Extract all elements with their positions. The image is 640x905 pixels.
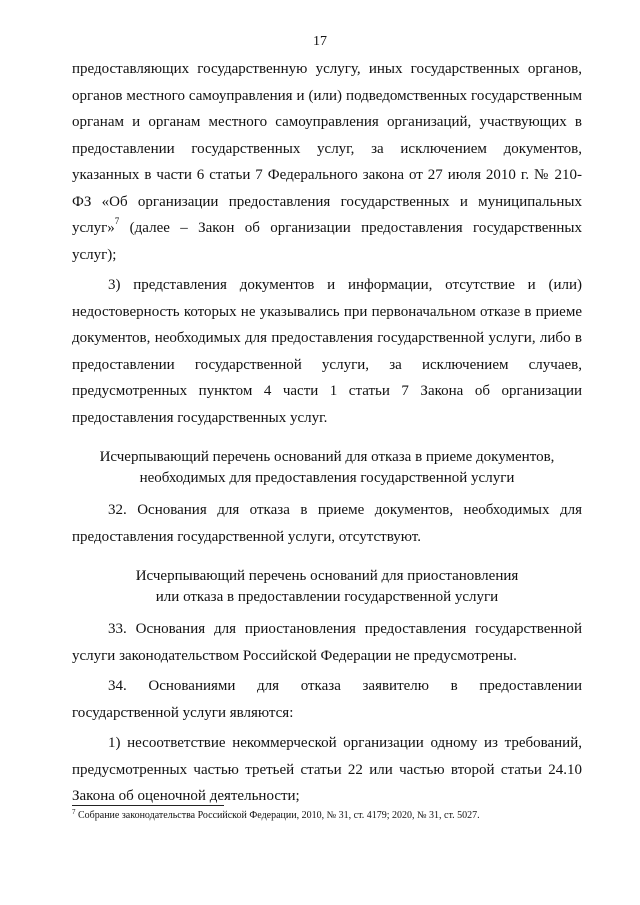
heading-line: необходимых для предоставления государственной услуги <box>139 470 515 486</box>
heading-line: Исчерпывающий перечень оснований для отказа в приеме документов, <box>99 449 555 465</box>
section-heading-suspension <box>72 566 582 608</box>
footnote-text: Собрание законодательства Российской Федерации, 2010, № 31, ст. 4179; 2020, № 31, ст. 5027. <box>75 810 480 821</box>
heading-line: или отказа в предоставлении государственной услуги <box>155 589 499 605</box>
section-heading-refusal-documents <box>72 447 582 489</box>
paragraph-32: 32. Основания для отказа в приеме документов, необходимых для предоставления государственной услуги, отсутствуют. <box>72 502 582 545</box>
footnote <box>72 809 592 822</box>
footnote-marker: 7 <box>72 808 76 816</box>
heading-line: Исчерпывающий перечень оснований для приостановления <box>135 568 519 584</box>
paragraph-text-tail: (далее – Закон об организации предоставления государственных услуг); <box>72 220 582 263</box>
document-body <box>72 56 582 810</box>
paragraph-text: предоставляющих государственную услугу, иных государственных органов, органов местного самоуправления и (или) подведомственных государственным органам и органам местного самоуправления организаций, участвующих в предоставлении государственных услуг, за исключением документов, указанных в части 6 статьи 7 Федерального закона от 27 июля 2010 г. № 210-ФЗ «Об организации предоставления государственных и муниципальных услуг» <box>72 61 582 236</box>
paragraph-34-item-1: 1) несоответствие некоммерческой организации одному из требований, предусмотренных частью третьей статьи 22 или частью второй статьи 24.10 Закона об оценочной деятельности; <box>72 735 582 804</box>
paragraph-34: 34. Основаниями для отказа заявителю в предоставлении государственной услуги являются: <box>72 678 582 721</box>
paragraph-33: 33. Основания для приостановления предоставления государственной услуги законодательством Российской Федерации не предусмотрены. <box>72 621 582 664</box>
paragraph-continuation <box>72 56 582 268</box>
footnote-reference: 7 <box>114 216 120 226</box>
paragraph-item-3: 3) представления документов и информации, отсутствие и (или) недостоверность которых не указывались при первоначальном отказе в приеме документов, необходимых для предоставления государственной услуги, либо в предоставлении государственной услуги, за исключением случаев, предусмотренных пунктом 4 части 1 статьи 7 Закона об организации предоставления государственных услуг. <box>72 277 582 426</box>
page-number: 17 <box>313 34 327 49</box>
footnote-divider <box>72 805 224 806</box>
